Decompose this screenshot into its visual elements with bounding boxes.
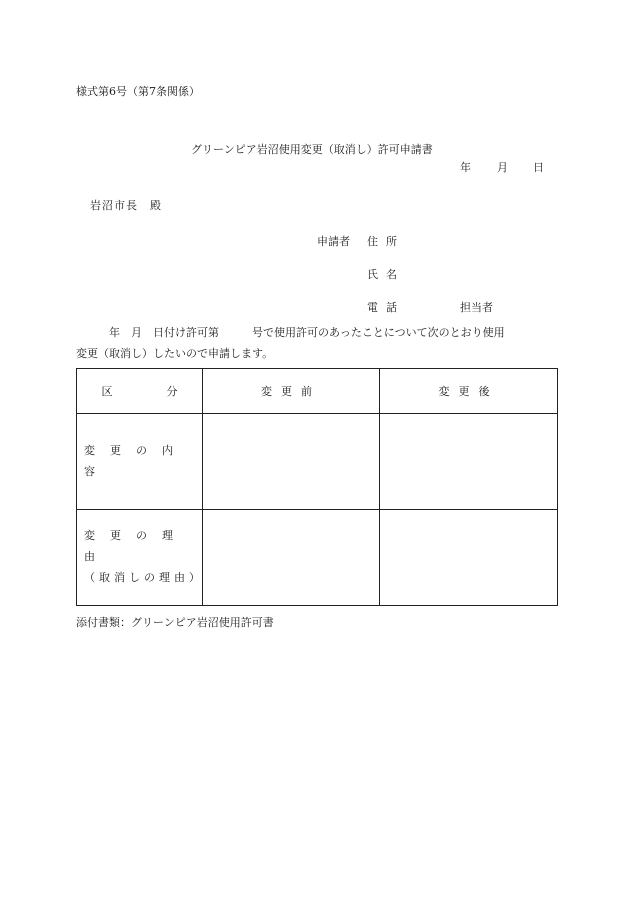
header-category (77, 369, 203, 414)
cell-content-after[interactable] (380, 414, 558, 510)
header-category-char-2: 分 (166, 385, 178, 398)
body-text-line-2: 変更（取消し）したいので申請します。 (76, 347, 274, 360)
phone-label: 電話 (367, 301, 405, 314)
row-label-reason-sub: （取消しの理由） (84, 570, 204, 584)
attachments-note: 添付書類：グリーンピア岩沼使用許可書 (76, 616, 274, 629)
cell-content-before[interactable] (203, 414, 380, 510)
header-before: 変更前 (203, 369, 380, 414)
row-label-reason-main: 変更の理由 (84, 529, 188, 564)
cell-reason-before[interactable] (203, 510, 380, 606)
change-table (76, 368, 558, 606)
row-label-content: 変更の内容 (77, 414, 203, 510)
addressee: 岩沼市長 殿 (90, 199, 162, 212)
address-label: 住所 (367, 235, 405, 248)
person-in-charge-label: 担当者 (460, 301, 493, 314)
date-year: 年 (460, 161, 471, 174)
table-header-row (77, 369, 558, 414)
name-label: 氏名 (367, 268, 405, 281)
row-label-reason (77, 510, 203, 606)
date-day: 日 (533, 161, 544, 174)
date-month: 月 (497, 161, 508, 174)
header-after: 変更後 (380, 369, 558, 414)
body-text-line-1: 年 月 日付け許可第 号で使用許可のあったことについて次のとおり使用 (76, 326, 505, 339)
table-row (77, 510, 558, 606)
applicant-label: 申請者 (317, 235, 350, 248)
header-category-char-1: 区 (101, 385, 113, 398)
cell-reason-after[interactable] (380, 510, 558, 606)
document-title: グリーンピア岩沼使用変更（取消し）許可申請書 (191, 143, 433, 156)
form-number: 様式第6号（第7条関係） (76, 85, 200, 98)
table-row (77, 414, 558, 510)
